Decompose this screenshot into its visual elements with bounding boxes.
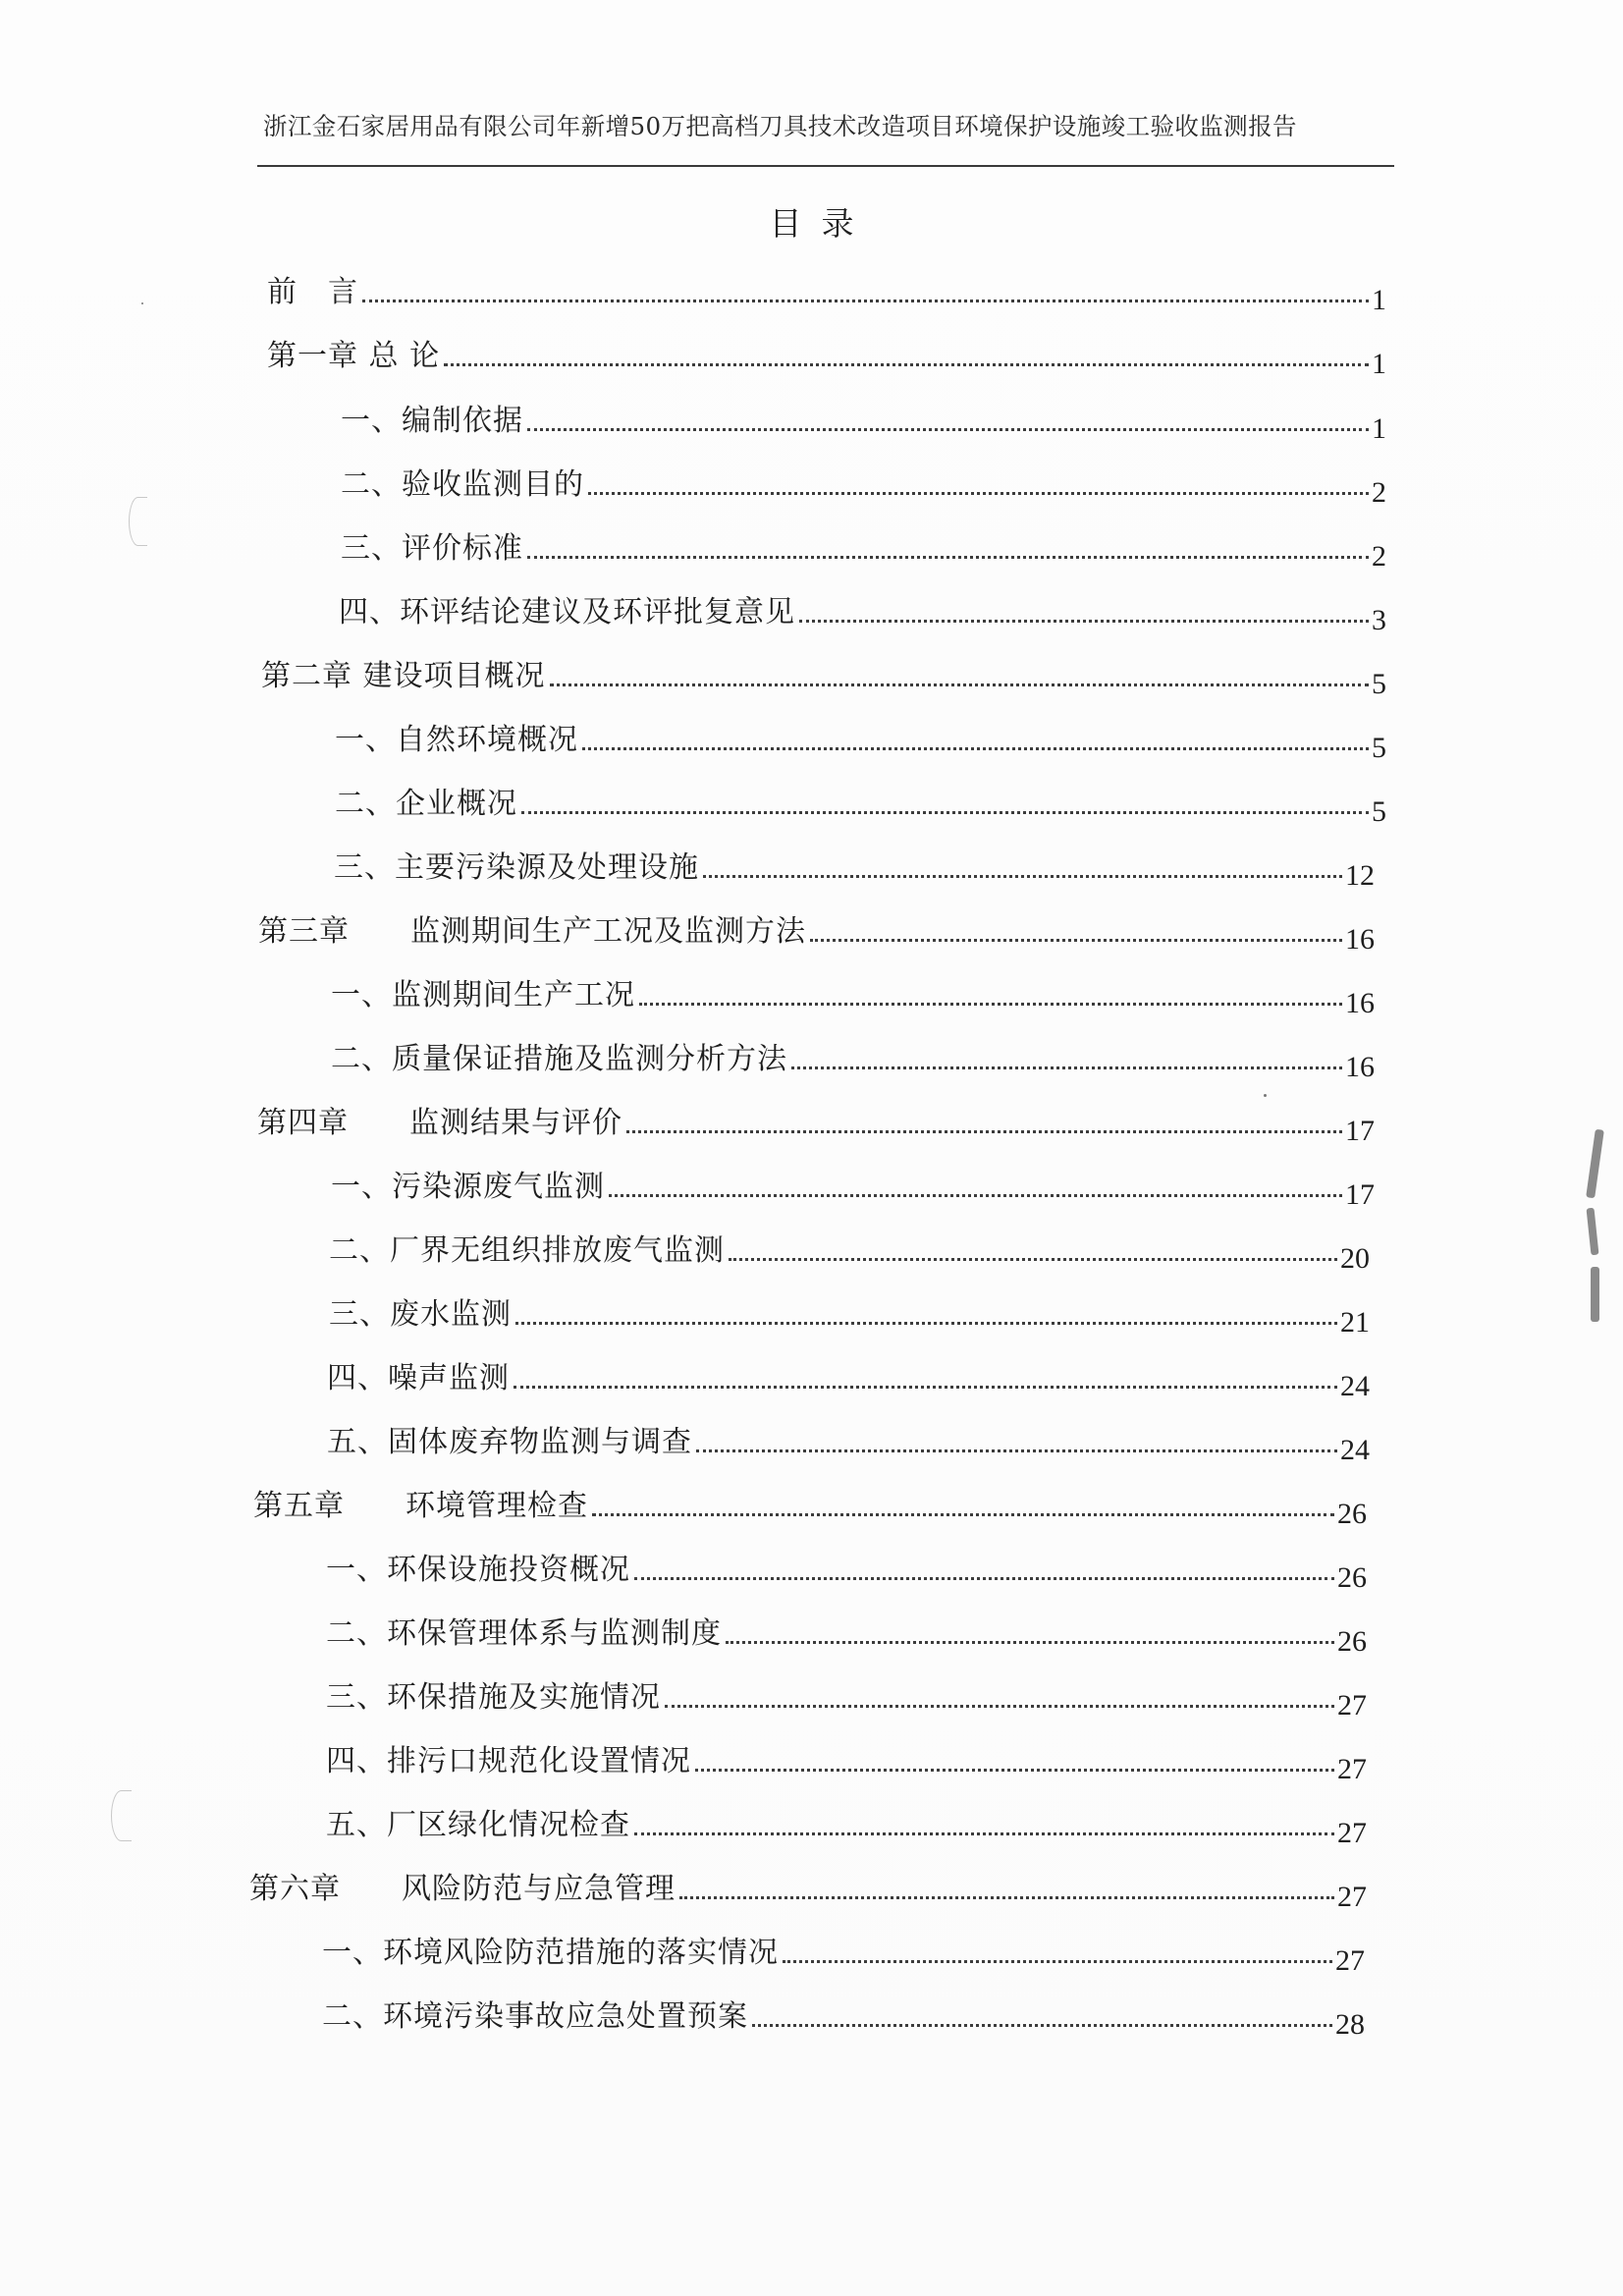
toc-entry-page: 26 bbox=[1337, 1498, 1367, 1530]
toc-entry-section-4-3[interactable] bbox=[329, 1288, 1370, 1339]
toc-leader bbox=[639, 1003, 1342, 1006]
toc-entry-label: 四、环评结论建议及环评批复意见 bbox=[339, 595, 795, 629]
toc-entry-label: 一、环境风险防范措施的落实情况 bbox=[322, 1936, 779, 1970]
toc-entry-label: 第二章 建设项目概况 bbox=[261, 659, 546, 693]
toc-entry-label: 第六章 风险防范与应急管理 bbox=[249, 1872, 676, 1906]
toc-leader bbox=[550, 683, 1369, 686]
toc-leader bbox=[783, 1960, 1332, 1963]
toc-entry-page: 26 bbox=[1337, 1625, 1367, 1658]
toc-entry-label: 二、厂界无组织排放废气监测 bbox=[329, 1233, 725, 1268]
toc-leader bbox=[527, 428, 1369, 431]
punch-hole-mark bbox=[129, 497, 147, 546]
toc-leader bbox=[791, 1066, 1342, 1069]
header-rule bbox=[257, 165, 1394, 167]
toc-entry-section-3-2[interactable] bbox=[331, 1033, 1375, 1083]
toc-entry-page: 17 bbox=[1345, 1115, 1375, 1147]
toc-leader bbox=[752, 2024, 1332, 2027]
toc-entry-label: 一、监测期间生产工况 bbox=[331, 978, 635, 1012]
toc-entry-page: 27 bbox=[1337, 1817, 1367, 1849]
toc-entry-label: 三、主要污染源及处理设施 bbox=[334, 850, 699, 885]
toc-entry-label: 五、厂区绿化情况检查 bbox=[326, 1808, 630, 1842]
toc-leader bbox=[729, 1258, 1337, 1261]
toc-entry-section-6-2[interactable] bbox=[322, 1991, 1365, 2041]
toc-entry-page: 16 bbox=[1345, 923, 1375, 956]
toc-entry-label: 一、污染源废气监测 bbox=[331, 1170, 605, 1204]
toc-entry-label: 四、排污口规范化设置情况 bbox=[326, 1744, 691, 1778]
toc-entry-section-4-5[interactable] bbox=[327, 1416, 1370, 1466]
toc-leader bbox=[634, 1577, 1334, 1580]
toc-leader bbox=[810, 939, 1342, 942]
toc-entry-section-2-2[interactable] bbox=[335, 778, 1386, 828]
toc-entry-label: 第一章 总 论 bbox=[267, 339, 441, 373]
toc-entry-page: 3 bbox=[1372, 604, 1386, 636]
toc-entry-page: 27 bbox=[1335, 1944, 1365, 1977]
toc-leader bbox=[696, 1449, 1337, 1452]
toc-entry-section-5-3[interactable] bbox=[326, 1671, 1367, 1722]
edge-scan-mark bbox=[1586, 1129, 1604, 1199]
toc-entry-page: 12 bbox=[1345, 859, 1375, 892]
toc-entry-page: 27 bbox=[1337, 1753, 1367, 1785]
toc-leader bbox=[588, 492, 1369, 495]
toc-entry-page: 2 bbox=[1372, 540, 1386, 573]
toc-entry-label: 第四章 监测结果与评价 bbox=[257, 1106, 622, 1140]
toc-entry-section-1-2[interactable] bbox=[341, 459, 1386, 509]
toc-leader bbox=[626, 1130, 1342, 1133]
toc-entry-page: 20 bbox=[1340, 1242, 1370, 1275]
toc-leader bbox=[799, 620, 1369, 623]
toc-leader bbox=[362, 300, 1369, 302]
toc-entry-label: 二、环保管理体系与监测制度 bbox=[326, 1616, 722, 1651]
punch-hole-mark bbox=[111, 1790, 132, 1841]
toc-entry-chapter-3[interactable] bbox=[258, 905, 1375, 956]
toc-leader bbox=[444, 363, 1369, 366]
toc-entry-page: 5 bbox=[1372, 668, 1386, 700]
toc-leader bbox=[726, 1641, 1334, 1644]
toc-entry-section-1-3[interactable] bbox=[341, 522, 1386, 573]
toc-entry-section-5-1[interactable] bbox=[326, 1544, 1367, 1594]
toc-entry-page: 1 bbox=[1372, 284, 1386, 316]
toc-entry-page: 24 bbox=[1340, 1434, 1370, 1466]
toc-entry-page: 2 bbox=[1372, 476, 1386, 509]
toc-entry-page: 28 bbox=[1335, 2008, 1365, 2041]
toc-entry-section-1-1[interactable] bbox=[341, 395, 1386, 445]
toc-entry-chapter-2[interactable] bbox=[261, 650, 1386, 700]
toc-entry-section-6-1[interactable] bbox=[322, 1927, 1365, 1977]
toc-entry-page: 16 bbox=[1345, 987, 1375, 1019]
toc-entry-page: 26 bbox=[1337, 1561, 1367, 1594]
toc-entry-page: 24 bbox=[1340, 1370, 1370, 1402]
toc-entry-section-5-4[interactable] bbox=[326, 1735, 1367, 1785]
toc-entry-page: 21 bbox=[1340, 1306, 1370, 1339]
toc-entry-section-5-5[interactable] bbox=[326, 1799, 1367, 1849]
toc-entry-label: 第三章 监测期间生产工况及监测方法 bbox=[258, 914, 806, 949]
toc-leader bbox=[679, 1896, 1334, 1899]
running-header: 浙江金石家居用品有限公司年新增50万把高档刀具技术改造项目环境保护设施竣工验收监测报告 bbox=[263, 112, 1297, 140]
toc-entry-label: 三、废水监测 bbox=[329, 1297, 512, 1332]
toc-leader bbox=[703, 875, 1342, 878]
edge-scan-mark bbox=[1591, 1267, 1599, 1322]
toc-entry-section-2-1[interactable] bbox=[335, 714, 1386, 764]
toc-entry-label: 二、质量保证措施及监测分析方法 bbox=[331, 1042, 787, 1076]
toc-entry-section-4-4[interactable] bbox=[327, 1352, 1370, 1402]
toc-entry-chapter-4[interactable] bbox=[257, 1097, 1375, 1147]
toc-leader bbox=[515, 1322, 1337, 1325]
toc-entry-section-2-3[interactable] bbox=[334, 842, 1375, 892]
toc-leader bbox=[582, 747, 1369, 750]
toc-entry-label: 第五章 环境管理检查 bbox=[253, 1489, 588, 1523]
toc-entry-section-5-2[interactable] bbox=[326, 1608, 1367, 1658]
toc-entry-page: 17 bbox=[1345, 1178, 1375, 1211]
scan-speck bbox=[1264, 1094, 1267, 1097]
toc-entry-page: 27 bbox=[1337, 1689, 1367, 1722]
toc-entry-label: 三、环保措施及实施情况 bbox=[326, 1680, 661, 1715]
toc-leader bbox=[592, 1513, 1334, 1516]
toc-entry-page: 5 bbox=[1372, 732, 1386, 764]
toc-entry-section-4-2[interactable] bbox=[329, 1225, 1370, 1275]
toc-entry-chapter-6[interactable] bbox=[249, 1863, 1367, 1913]
toc-entry-page: 16 bbox=[1345, 1051, 1375, 1083]
toc-leader bbox=[665, 1705, 1334, 1708]
scan-speck bbox=[141, 302, 143, 304]
toc-entry-page: 1 bbox=[1372, 412, 1386, 445]
toc-entry-label: 四、噪声监测 bbox=[327, 1361, 510, 1395]
toc-entry-section-4-1[interactable] bbox=[331, 1161, 1375, 1211]
toc-leader bbox=[695, 1769, 1334, 1772]
toc-entry-page: 1 bbox=[1372, 348, 1386, 380]
toc-entry-label: 一、编制依据 bbox=[341, 404, 523, 438]
edge-scan-mark bbox=[1587, 1208, 1599, 1256]
toc-title: 目录 bbox=[769, 204, 874, 243]
toc-entry-label: 二、环境污染事故应急处置预案 bbox=[322, 1999, 748, 2034]
toc-entry-label: 一、环保设施投资概况 bbox=[326, 1553, 630, 1587]
toc-entry-label: 三、评价标准 bbox=[341, 531, 523, 566]
toc-leader bbox=[527, 556, 1369, 559]
toc-entry-page: 5 bbox=[1372, 795, 1386, 828]
toc-leader bbox=[514, 1386, 1337, 1389]
toc-entry-page: 27 bbox=[1337, 1881, 1367, 1913]
toc-entry-section-1-4[interactable] bbox=[339, 586, 1386, 636]
toc-leader bbox=[634, 1832, 1334, 1835]
toc-entry-label: 前 言 bbox=[267, 275, 358, 309]
toc-entry-section-3-1[interactable] bbox=[331, 969, 1375, 1019]
toc-entry-label: 一、自然环境概况 bbox=[335, 723, 578, 757]
toc-entry-chapter-5[interactable] bbox=[253, 1480, 1367, 1530]
toc-entry-label: 五、固体废弃物监测与调查 bbox=[327, 1425, 692, 1459]
toc-entry-label: 二、企业概况 bbox=[335, 787, 517, 821]
toc-entry-preface[interactable] bbox=[267, 266, 1386, 316]
toc-leader bbox=[609, 1194, 1342, 1197]
toc-leader bbox=[521, 811, 1369, 814]
toc-entry-label: 二、验收监测目的 bbox=[341, 467, 584, 502]
toc-entry-chapter-1[interactable] bbox=[267, 330, 1386, 380]
